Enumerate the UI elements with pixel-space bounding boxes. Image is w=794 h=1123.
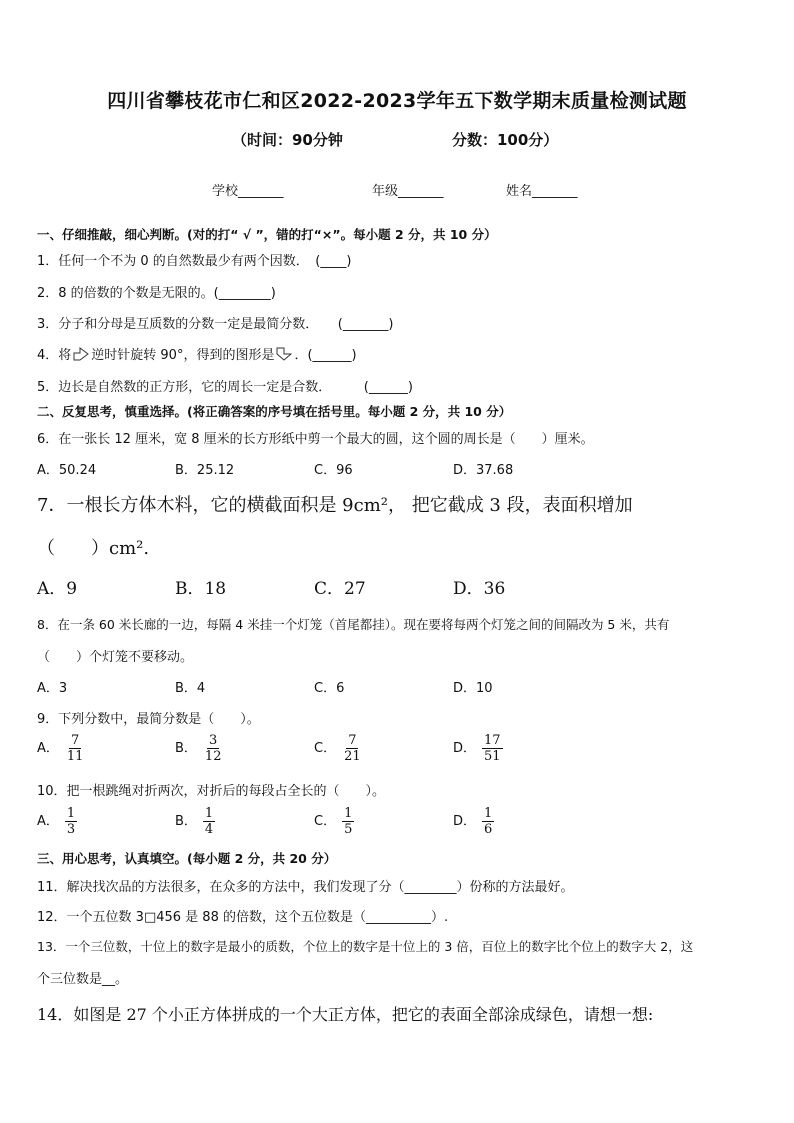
question-6-option-c: C．96 [314, 463, 353, 478]
question-10: 10．把一根跳绳对折两次，对折后的每段占全长的（ ）。 [37, 784, 386, 799]
question-6: 6．在一张长 12 厘米，宽 8 厘米的长方形纸中剪一个最大的圆，这个圆的周长是（ ）厘米。 [37, 432, 594, 447]
question-9-option-d: D． $\frac{17}{51}$ [453, 733, 501, 764]
question-3: 3．分子和分母是互质数的分数一定是最简分数． (_______) [37, 317, 394, 332]
question-7-line-1: 7．一根长方体木料，它的横截面积是 9cm²， 把它截成 3 段，表面积增加 [37, 495, 633, 516]
question-13-line-1: 13．一个三位数，十位上的数字是最小的质数，个位上的数字是十位上的 3 倍，百位上的数字比个位上的数字大 2，这 [37, 939, 694, 954]
question-7-option-d: D．36 [453, 579, 506, 599]
question-6-option-d: D．37.68 [453, 463, 514, 478]
rotated-shape-icon [276, 347, 292, 361]
question-10-option-c: C． $\frac{1}{5}$ [314, 806, 353, 837]
question-8-option-a: A．3 [37, 681, 68, 696]
fraction: $\frac{7}{21}$ [344, 733, 361, 764]
question-14: 14．如图是 27 个小正方体拼成的一个大正方体，把它的表面全部涂成绿色，请想一想: [37, 1005, 654, 1024]
question-7-option-c: C．27 [314, 579, 366, 599]
question-8-line-1: 8．在一条 60 米长廊的一边，每隔 4 米挂一个灯笼（首尾都挂）。现在要将每两个灯笼之间的间隔改为 5 米，共有 [37, 617, 670, 632]
section-3-heading: 三、用心思考，认真填空。(每小题 2 分，共 20 分） [37, 851, 337, 866]
question-7-line-2: （ ）cm². [37, 538, 150, 559]
name-field: 姓名_______ [506, 184, 578, 199]
original-shape-icon [73, 347, 89, 361]
question-9: 9．下列分数中，最简分数是（ ）。 [37, 712, 260, 727]
question-6-option-a: A．50.24 [37, 463, 97, 478]
page-title: 四川省攀枝花市仁和区2022-2023学年五下数学期末质量检测试题 [107, 90, 687, 112]
question-4 [37, 344, 357, 363]
question-8-option-c: C．6 [314, 681, 345, 696]
school-field: 学校_______ [212, 184, 284, 199]
question-12: 12．一个五位数 3□456 是 88 的倍数，这个五位数是（__________）. [37, 910, 449, 925]
question-11: 11．解决找次品的方法很多，在众多的方法中，我们发现了分（________）份称的方法最好。 [37, 880, 574, 895]
question-7-option-a: A．9 [37, 579, 78, 599]
fraction: $\frac{17}{51}$ [484, 733, 501, 764]
question-8-option-d: D．10 [453, 681, 493, 696]
fraction: $\frac{3}{12}$ [204, 733, 222, 764]
fraction: $\frac{1}{6}$ [484, 806, 493, 837]
question-9-option-c: C． $\frac{7}{21}$ [314, 733, 361, 764]
fraction: $\frac{1}{4}$ [204, 806, 214, 837]
question-5: 5．边长是自然数的正方形，它的周长一定是合数． (______) [37, 380, 413, 395]
question-4-prefix: 4．将 [37, 348, 72, 363]
question-9-option-a: A． $\frac{7}{11}$ [37, 733, 84, 764]
question-4-suffix: ．(______) [294, 348, 357, 363]
question-13-line-2: 个三位数是__。 [37, 972, 129, 987]
question-4-middle: 逆时针旋转 90°，得到的图形是 [91, 348, 275, 363]
fraction: $\frac{7}{11}$ [66, 733, 84, 764]
question-9-option-b: B． $\frac{3}{12}$ [175, 733, 222, 764]
question-10-option-a: A． $\frac{1}{3}$ [37, 806, 76, 837]
section-2-heading: 二、反复思考，慎重选择。(将正确答案的序号填在括号里。每小题 2 分，共 10 分） [37, 404, 512, 419]
fraction: $\frac{1}{3}$ [66, 806, 76, 837]
fraction: $\frac{1}{5}$ [344, 806, 353, 837]
section-1-heading: 一、仔细推敲，细心判断。(对的打“ √ ”，错的打“×”。每小题 2 分，共 10 分） [37, 227, 497, 242]
question-1: 1．任何一个不为 0 的自然数最少有两个因数． (____) [37, 254, 352, 269]
question-2: 2．8 的倍数的个数是无限的。(________) [37, 286, 276, 301]
question-8-line-2: （ ）个灯笼不要移动。 [37, 650, 194, 665]
exam-time: （时间：90分钟 [232, 131, 343, 149]
question-7-option-b: B．18 [175, 579, 227, 599]
question-8-option-b: B．4 [175, 681, 206, 696]
question-10-option-b: B． $\frac{1}{4}$ [175, 806, 214, 837]
exam-score: 分数：100分） [452, 131, 559, 149]
question-6-option-b: B．25.12 [175, 463, 235, 478]
question-10-option-d: D． $\frac{1}{6}$ [453, 806, 493, 837]
grade-field: 年级_______ [372, 184, 444, 199]
